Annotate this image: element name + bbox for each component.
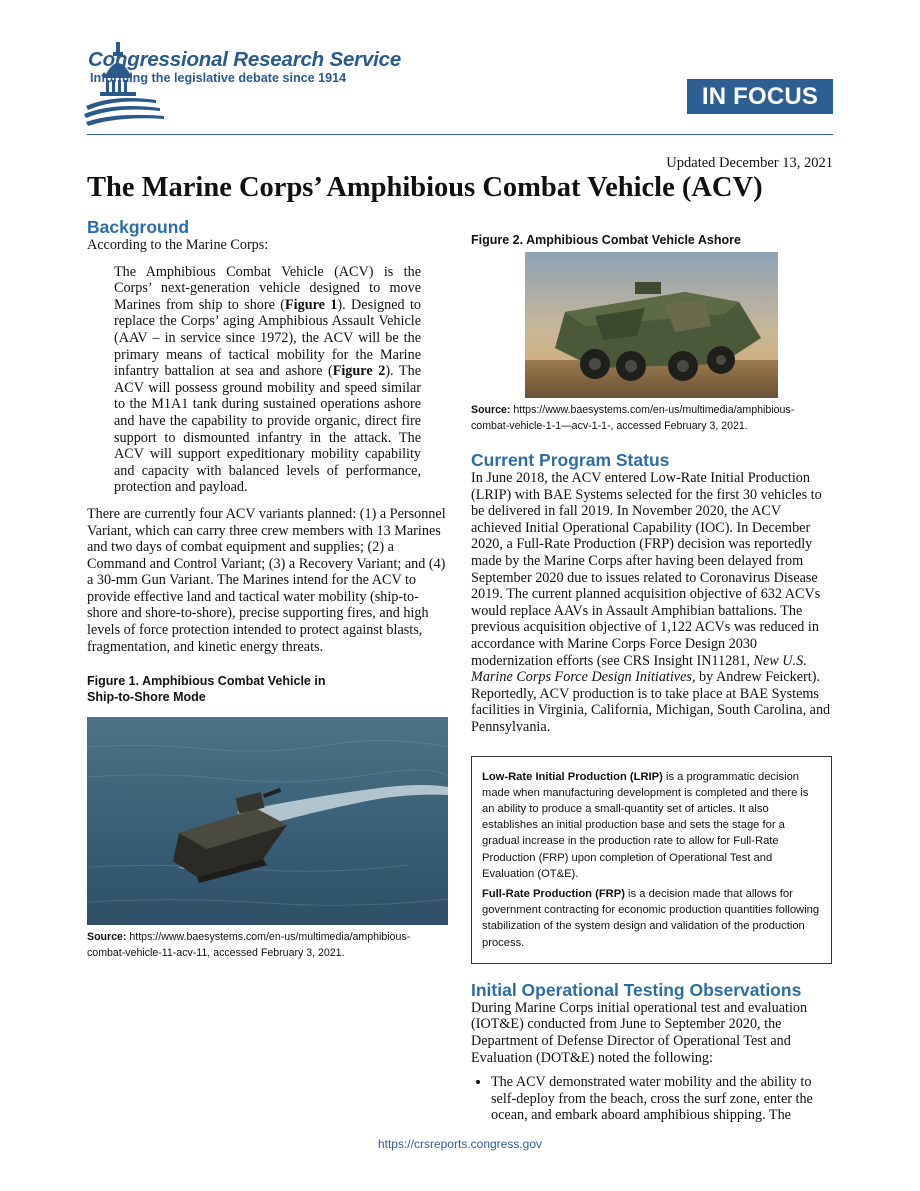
right-column [471, 232, 832, 1124]
background-heading: Background [87, 217, 190, 237]
marine-corps-quote [114, 264, 421, 496]
source-text: https://www.baesystems.com/en-us/multimedia/amphibious-combat-vehicle-11-acv-11, accessed February 3, 2021. [87, 931, 411, 960]
list-item: • The ACV demonstrated water mobility and the ability to self-deploy from the beach, cross the surf zone, enter the ocean, and embark aboard amphibious shipping. The [491, 1074, 832, 1124]
figure-1-source [87, 929, 448, 961]
lrip-text: is a programmatic decision made when manufacturing development is completed and there is an ability to produce a small-quantity set of articles. It also establishes an initial production base and sets the stage for a gradual increase in the production rate to allow for Full-Rate Production (FRP) upon completion of Operational Test and Evaluation (OT&E). [482, 770, 809, 880]
quote-part: The Amphibious Combat Vehicle (ACV) is the Corps’ next-generation vehicle designed to move Marines from ship to shore ( [114, 263, 421, 313]
updated-date: Updated December 13, 2021 [666, 155, 833, 171]
figure-1-title-line: Ship-to-Shore Mode [87, 690, 206, 705]
background-intro: According to the Marine Corps: [87, 237, 269, 253]
program-status-paragraph [471, 470, 832, 736]
figure-2-source [471, 402, 832, 434]
variants-paragraph: There are currently four ACV variants planned: (1) a Personnel Variant, which can carry three crew members with 13 Marines and two days of combat equipment and supplies; (2) a Command and Control Variant; (3) a Recovery Variant; and (4) a 30-mm Gun Variant. The Marines intend for the ACV to provide effective land and tactical water mobility (ship-to-shore and shore-to-shore), precise supporting fires, and high levels of force protection intended to protect against blasts, fragmentation, and kinetic energy threats. [87, 505, 446, 655]
footer-link[interactable]: https://crsreports.congress.gov [377, 1137, 543, 1151]
figure-1-title [87, 673, 448, 705]
definitions-callout [471, 756, 832, 964]
lrip-definition [482, 769, 821, 882]
source-label: Source: [87, 931, 127, 944]
source-label: Source: [471, 404, 511, 416]
testing-observations-list [471, 1074, 832, 1124]
in-focus-badge: IN FOCUS [687, 79, 833, 114]
frp-term: Full-Rate Production (FRP) [482, 887, 625, 900]
insight-title: New U.S. Marine Corps Force Design Initiatives [471, 652, 807, 686]
figure-2-title: Figure 2. Amphibious Combat Vehicle Ashore [471, 233, 741, 247]
program-status-heading: Current Program Status [471, 450, 670, 470]
page-title: The Marine Corps’ Amphibious Combat Vehicle (ACV) [87, 172, 763, 203]
figure-1-title-line: Figure 1. Amphibious Combat Vehicle in [87, 674, 326, 689]
header-divider [87, 134, 833, 135]
quote-part: ). Designed to replace the Corps’ aging Amphibious Assault Vehicle (AAV – in service since 1972), the ACV will be the primary means of tactical mobility for the Marine infantry battalion at sea and ashore ( [114, 296, 421, 380]
left-column [87, 217, 448, 961]
status-text: In June 2018, the ACV entered Low-Rate Initial Production (LRIP) with BAE Systems selected for the first 30 vehicles to be delivered in fall 2019. In November 2020, the ACV achieved Initial Operational Capability (IOC). In December 2020, a Full-Rate Production (FRP) decision was reportedly made by the Marine Corps after having been delayed from September 2020 due to issues related to Coronavirus Disease 2019. The current planned acquisition objective of 632 ACVs would replace AAVs in Assault Amphibian battalions. The previous acquisition objective of 1,122 ACVs was reduced in accordance with Marine Corps Force Design 2030 modernization efforts (see CRS Insight IN11281, [471, 470, 822, 669]
lrip-term: Low-Rate Initial Production (LRIP) [482, 770, 663, 783]
status-text: , by Andrew Feickert). Reportedly, ACV production is to take place at BAE Systems facilities in Virginia, California, Michigan, South Carolina, and Pennsylvania. [471, 669, 831, 735]
testing-heading: Initial Operational Testing Observations [471, 979, 802, 1000]
testing-intro: During Marine Corps initial operational test and evaluation (IOT&E) conducted from June to September 2020, the Department of Defense Director of Operational Test and Evaluation (DOT&E) noted the following: [471, 999, 808, 1066]
org-name: Congressional Research Service [88, 48, 402, 71]
quote-part: ). The ACV will possess ground mobility and speed similar to the M1A1 tank during sustained operations ashore and have the capability to provide organic, direct fire support to dismounted infantry in the attack. The ACV will support expeditionary mobility capability and capacity with balanced levels of performance, protection and payload. [114, 363, 421, 496]
org-tagline: Informing the legislative debate since 1914 [90, 71, 347, 85]
figure-1-ref: Figure 1 [285, 296, 338, 313]
source-text: https://www.baesystems.com/en-us/multimedia/amphibious-combat-vehicle-1-1—acv-1-1-, accessed February 3, 2021. [471, 404, 795, 432]
frp-text: is a decision made that allows for government contracting for economic production quantities following stabilization of the system design and validation of the production process. [482, 887, 820, 949]
figure-2-ref: Figure 2 [332, 363, 386, 380]
acv-ashore-photo [525, 252, 778, 398]
frp-definition [482, 886, 821, 951]
acv-in-water-photo [87, 717, 448, 925]
